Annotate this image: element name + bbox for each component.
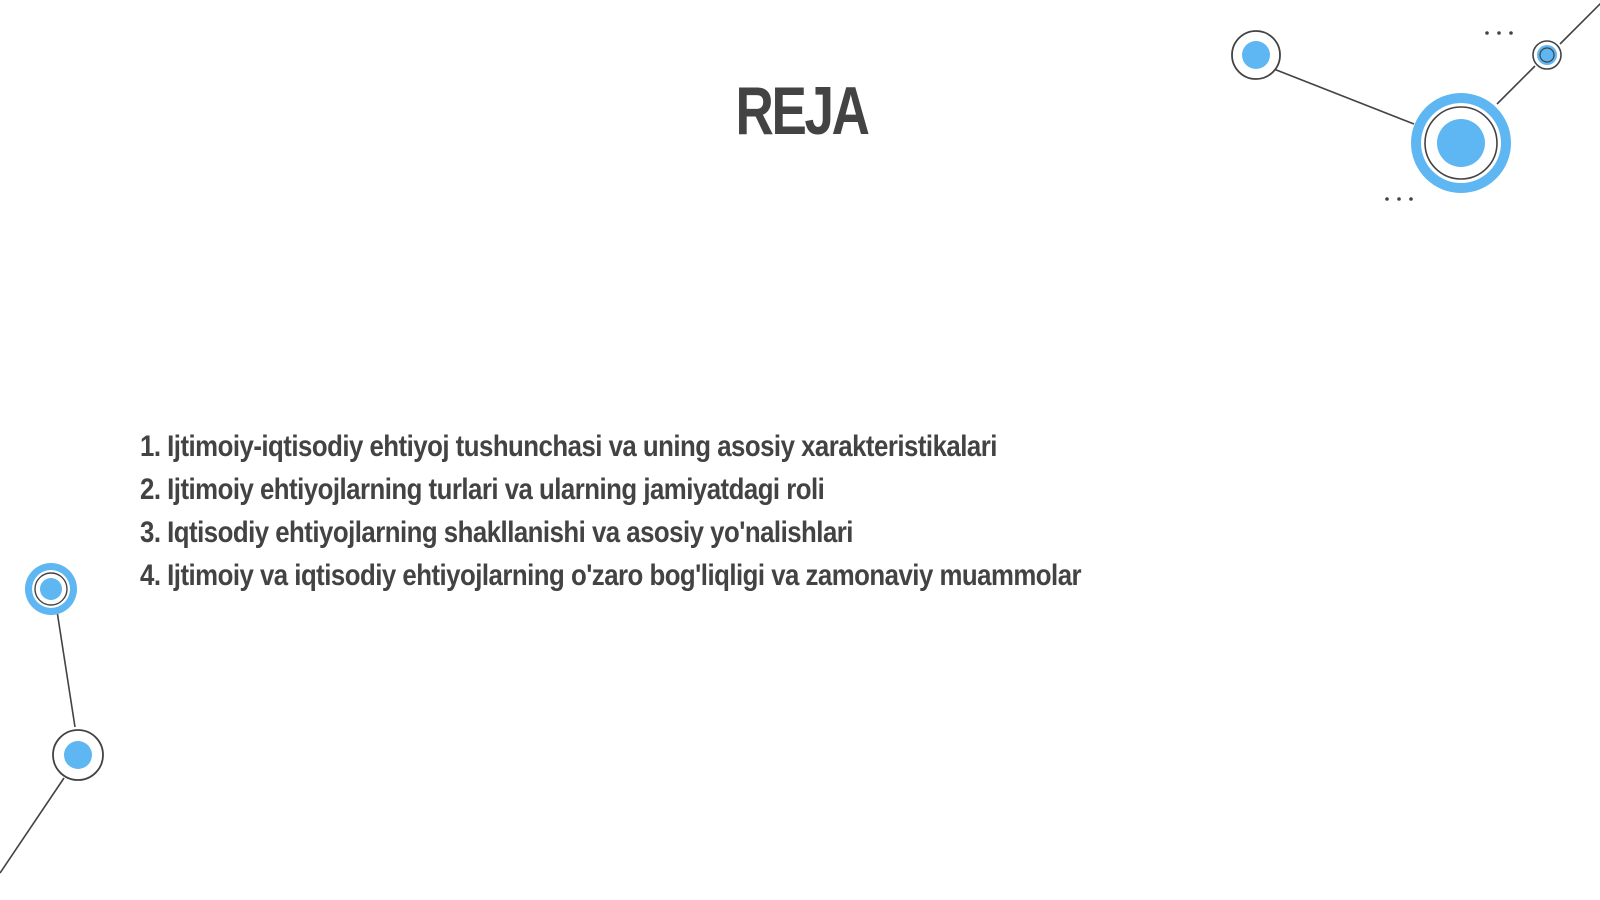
- connector-line: [1497, 66, 1535, 104]
- agenda-item: 2. Ijtimoiy ehtiyojlarning turlari va ularning jamiyatdagi roli: [140, 473, 825, 506]
- agenda-item: 3. Iqtisodiy ehtiyojlarning shakllanishi va asosiy yo'nalishlari: [140, 516, 853, 549]
- slide-title: REJA: [735, 73, 868, 149]
- node-circle-icon: [25, 563, 77, 615]
- agenda-item: 4. Ijtimoiy va iqtisodiy ehtiyojlarning o'zaro bog'liqligi va zamonaviy muammolar: [140, 559, 1082, 592]
- agenda-item: 1. Ijtimoiy-iqtisodiy ehtiyoj tushunchasi va uning asosiy xarakteristikalari: [140, 430, 997, 463]
- connector-line: [57, 611, 75, 727]
- agenda-list: [140, 425, 1081, 597]
- ellipsis-dots-icon: [1385, 197, 1413, 201]
- node-circle-icon: [53, 730, 103, 780]
- connector-line: [0, 778, 64, 873]
- ellipsis-dots-icon: [1485, 31, 1513, 35]
- connector-line: [1560, 0, 1600, 44]
- node-circle-icon: [1533, 41, 1561, 69]
